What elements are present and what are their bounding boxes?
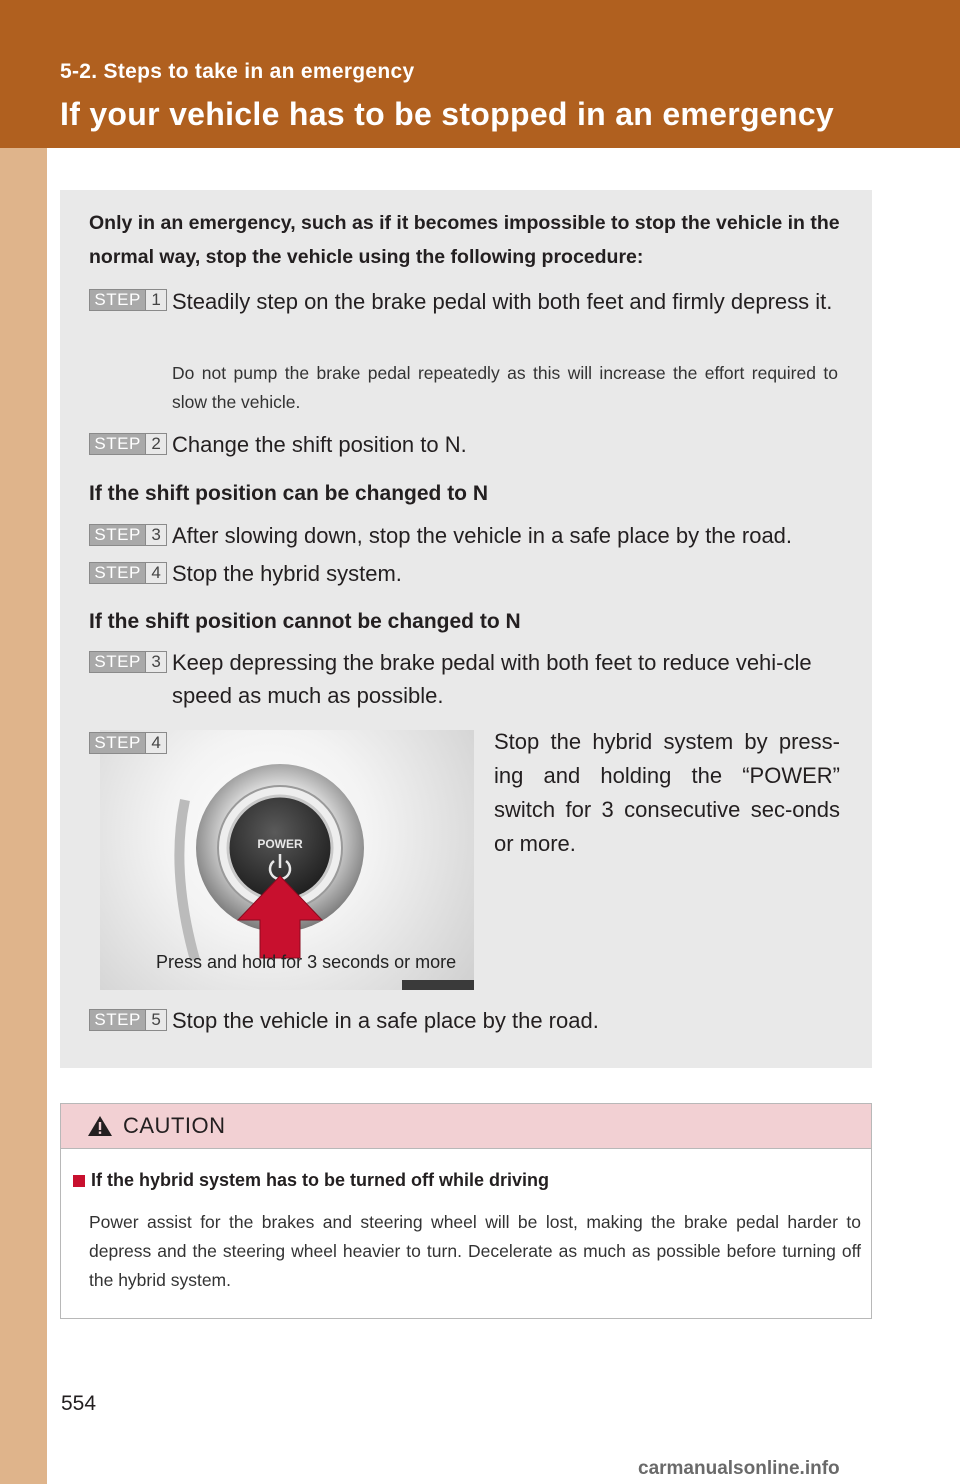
caution-subheading <box>73 1170 549 1191</box>
power-switch-illustration <box>100 730 474 990</box>
case-a-step-badge-3 <box>89 524 167 546</box>
page-title: If your vehicle has to be stopped in an emergency <box>60 96 835 132</box>
bullet-square-icon <box>73 1175 85 1187</box>
case-b-step-5-text: Stop the vehicle in a safe place by the road. <box>172 1008 599 1033</box>
power-label: POWER <box>257 837 303 851</box>
step-number: 4 <box>145 733 166 753</box>
caution-heading-text: If the hybrid system has to be turned off while driving <box>91 1170 550 1190</box>
step-label: STEP <box>90 290 145 310</box>
caution-header <box>61 1104 871 1149</box>
step-number: 3 <box>145 652 166 672</box>
photo-caption: Press and hold for 3 seconds or more <box>156 952 457 972</box>
case-b-step-badge-5 <box>89 1009 167 1031</box>
step-1-text: Steadily step on the brake pedal with both feet and firmly depress it. <box>172 289 833 314</box>
step-label: STEP <box>90 733 145 753</box>
step-number: 2 <box>145 434 166 454</box>
case-b-step-badge-3 <box>89 651 167 673</box>
step-label: STEP <box>90 434 145 454</box>
step-number: 4 <box>145 563 166 583</box>
image-code <box>402 980 474 990</box>
watermark: carmanualsonline.info <box>638 1458 840 1479</box>
step-label: STEP <box>90 525 145 545</box>
step-2-text: Change the shift position to N. <box>172 432 467 457</box>
caution-title: CAUTION <box>123 1113 226 1138</box>
caution-box <box>60 1103 872 1319</box>
step-number: 3 <box>145 525 166 545</box>
case-b-step-badge-4 <box>89 732 167 754</box>
step-label: STEP <box>90 652 145 672</box>
case-a-heading: If the shift position can be changed to N <box>89 482 489 505</box>
step-badge-1 <box>89 289 167 311</box>
step-label: STEP <box>90 563 145 583</box>
step-1-note: Do not pump the brake pedal repeatedly as this will increase the effort required to slow the vehicle. <box>172 363 838 412</box>
procedure-panel <box>60 190 872 1068</box>
step-label: STEP <box>90 1010 145 1030</box>
page-number: 554 <box>61 1392 97 1415</box>
step-number: 1 <box>145 290 166 310</box>
case-b-heading: If the shift position cannot be changed to N <box>89 610 521 633</box>
intro-text: Only in an emergency, such as if it becomes impossible to stop the vehicle in the normal way, stop the vehicle using the following procedure: <box>89 212 840 268</box>
header-bar <box>0 0 960 148</box>
warning-triangle-icon <box>87 1114 113 1138</box>
side-strip <box>0 0 47 1484</box>
power-switch-photo <box>100 730 474 990</box>
case-a-step-badge-4 <box>89 562 167 584</box>
case-b-step-3-text: Keep depressing the brake pedal with both feet to reduce vehi-cle speed as much as possible. <box>172 650 812 708</box>
caution-body: Power assist for the brakes and steering wheel will be lost, making the brake pedal harder to depress and the steering wheel heavier to turn. Decelerate as much as possible before turning off the hybrid system. <box>89 1212 861 1290</box>
case-b-step-4-text: Stop the hybrid system by press-ing and holding the “POWER” switch for 3 consecutive sec-onds or more. <box>494 729 840 856</box>
case-a-step-3-text: After slowing down, stop the vehicle in a safe place by the road. <box>172 523 793 548</box>
section-label: 5-2. Steps to take in an emergency <box>60 60 415 83</box>
case-a-step-4-text: Stop the hybrid system. <box>172 561 402 586</box>
step-badge-2 <box>89 433 167 455</box>
step-number: 5 <box>145 1010 166 1030</box>
